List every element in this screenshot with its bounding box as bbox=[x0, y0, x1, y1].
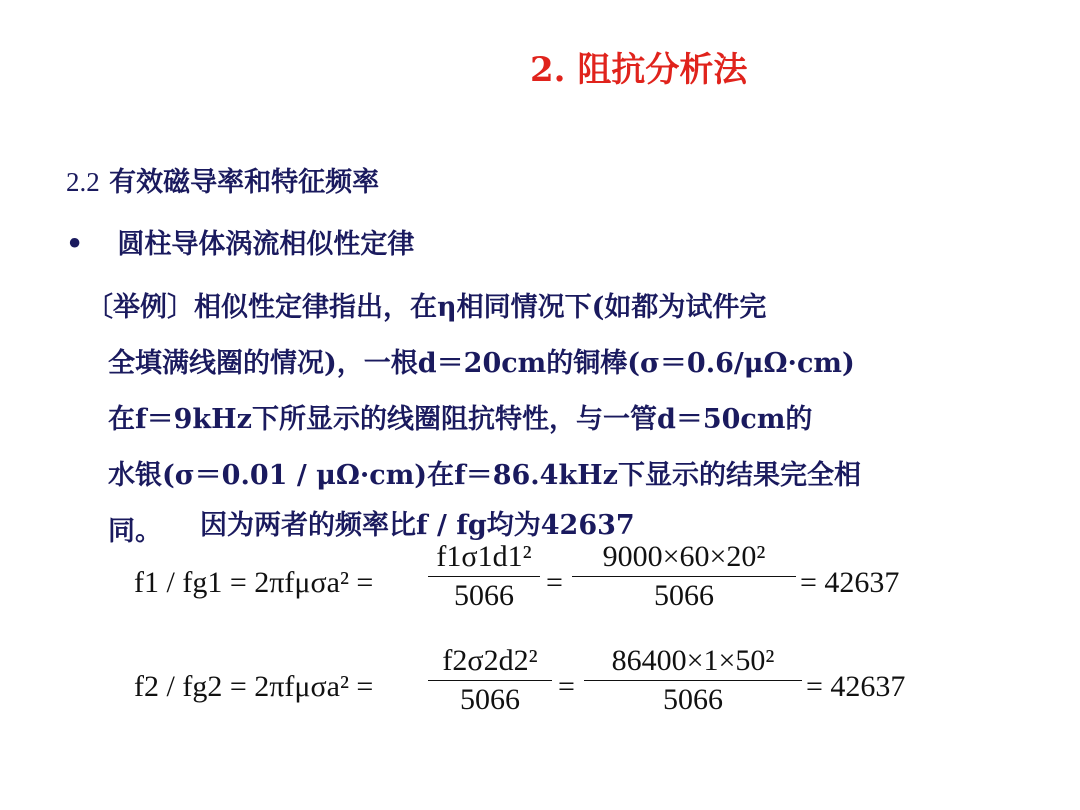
equation-1-fraction-2-numerator: 9000×60×20² bbox=[572, 540, 796, 577]
equation-1-fraction-1-numerator: f1σ1d1² bbox=[428, 540, 540, 577]
equation-2-lhs: f2 / fg2 = 2πfμσa² = bbox=[134, 670, 374, 703]
equation-1-fraction-1-denominator: 5066 bbox=[454, 579, 514, 612]
equation-2-fraction-1-numerator: f2σ2d2² bbox=[428, 644, 552, 681]
equation-1-fraction-2-denominator: 5066 bbox=[654, 579, 714, 612]
example-line-2: 全填满线圈的情况)，一根d＝20cm的铜棒(σ＝0.6/μΩ·cm) bbox=[108, 348, 855, 379]
example-line-4: 水银(σ＝0.01 / μΩ·cm)在f＝86.4kHz下显示的结果完全相 bbox=[108, 460, 862, 491]
bullet-dot-icon: • bbox=[66, 229, 84, 260]
equation-2-result: = 42637 bbox=[806, 670, 906, 703]
equation-2-fraction-2 bbox=[584, 644, 802, 717]
example-line-3: 在f＝9kHz下所显示的线圈阻抗特性，与一管d＝50cm的 bbox=[108, 404, 813, 435]
section-heading-text: 有效磁导率和特征频率 bbox=[109, 167, 380, 198]
equation-2-fraction-2-numerator: 86400×1×50² bbox=[584, 644, 802, 681]
example-line-5: 同。 bbox=[108, 516, 162, 547]
equation-1-equals: = bbox=[546, 566, 563, 599]
slide-title: 2. 阻抗分析法 bbox=[530, 50, 748, 90]
equation-1-result: = 42637 bbox=[800, 566, 900, 599]
bullet-text: 圆柱导体涡流相似性定律 bbox=[117, 229, 415, 260]
equation-2-fraction-2-denominator: 5066 bbox=[663, 683, 723, 716]
section-number: 2.2 bbox=[66, 167, 100, 197]
equation-2-fraction-1 bbox=[428, 644, 552, 717]
equation-1-lhs: f1 / fg1 = 2πfμσa² = bbox=[134, 566, 374, 599]
section-heading bbox=[66, 160, 379, 199]
frequency-ratio-note: 因为两者的频率比f / fg均为42637 bbox=[200, 510, 635, 541]
equation-2-equals: = bbox=[558, 670, 575, 703]
equation-2-fraction-1-denominator: 5066 bbox=[460, 683, 520, 716]
example-line-1: 〔举例〕相似性定律指出，在η相同情况下(如都为试件完 bbox=[86, 292, 767, 323]
bullet-item bbox=[66, 222, 414, 261]
